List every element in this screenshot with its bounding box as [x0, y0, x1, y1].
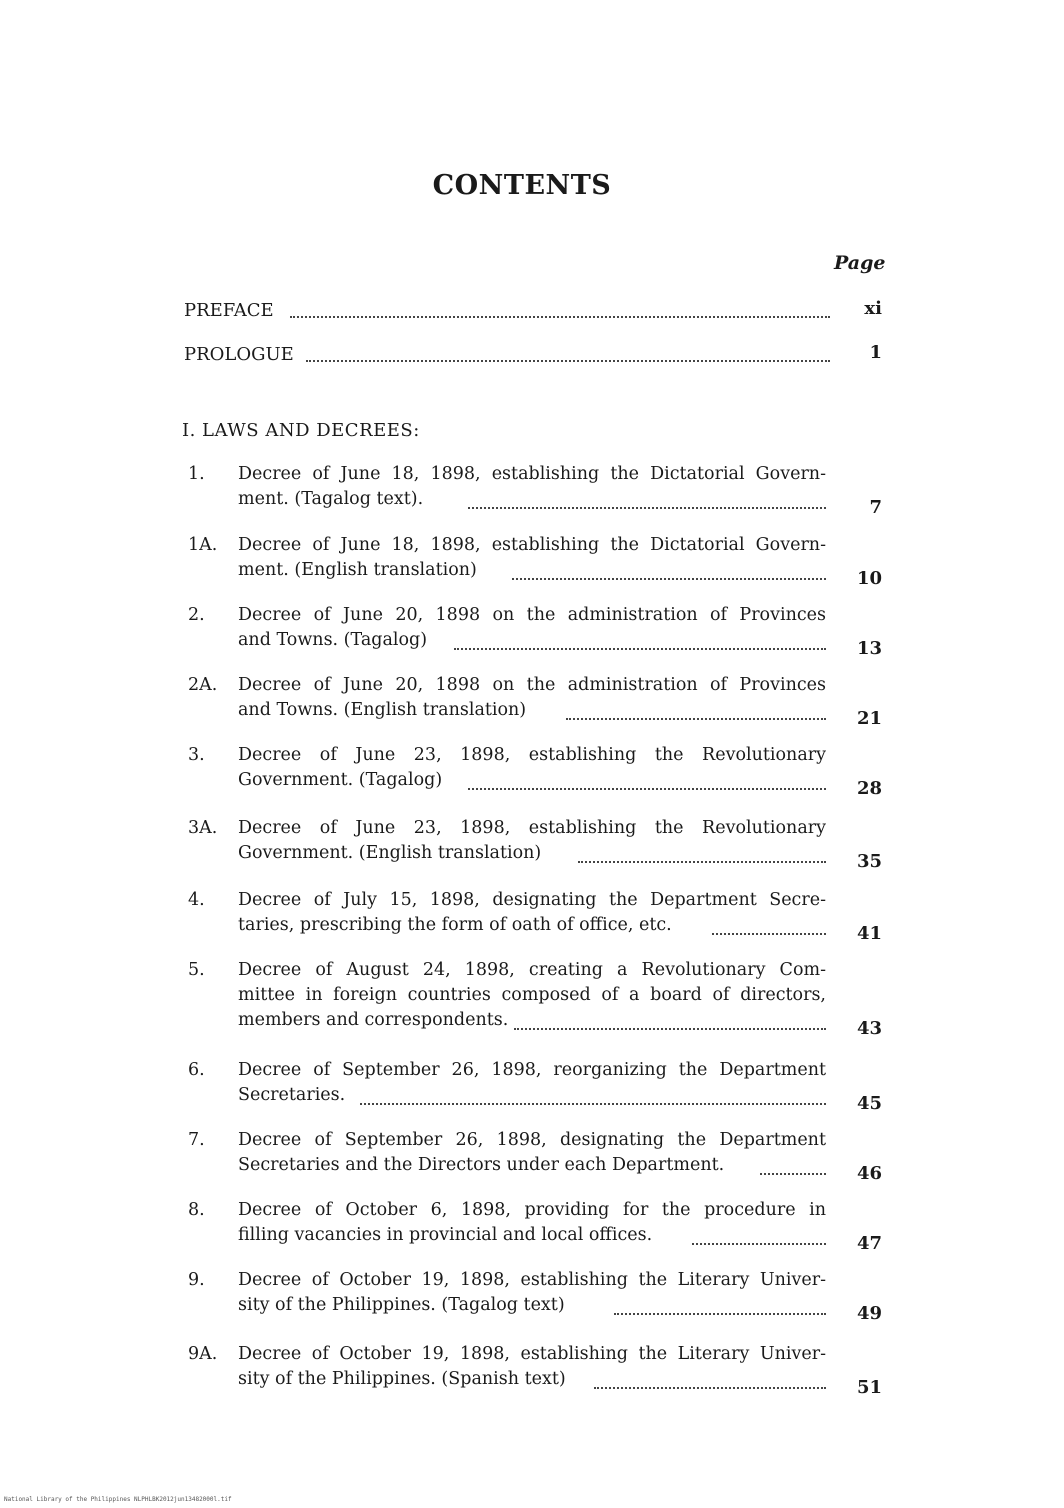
toc-entry [188, 673, 838, 723]
entry-description [238, 1268, 826, 1318]
page-number: 28 [856, 778, 882, 799]
entry-number: 2A. [188, 675, 218, 695]
page-number: 21 [856, 708, 882, 729]
entry-line: Decree of October 19, 1898, establishing the Literary Univer- [238, 1270, 826, 1290]
entry-line: and Towns. (Tagalog) [238, 630, 428, 650]
entry-line: sity of the Philippines. (Tagalog text) [238, 1295, 565, 1315]
entry-number: 1. [188, 464, 205, 484]
page-number: 35 [856, 851, 882, 872]
entry-line: mittee in foreign countries composed of a board of directors, [238, 985, 826, 1005]
entry-number: 5. [188, 960, 205, 980]
dot-leader [614, 1312, 826, 1315]
dot-leader [578, 860, 826, 863]
entry-line: Decree of October 19, 1898, establishing the Literary Univer- [238, 1344, 826, 1364]
entry-number: 9. [188, 1270, 205, 1290]
toc-entry [188, 603, 838, 653]
entry-line: Secretaries and the Directors under each Department. [238, 1155, 725, 1175]
toc-entry [188, 1268, 838, 1318]
dot-leader [760, 1172, 826, 1175]
entry-description [238, 1128, 826, 1178]
entry-line: Decree of June 18, 1898, establishing the Dictatorial Govern- [238, 535, 826, 555]
toc-entry [188, 1128, 838, 1178]
entry-line: Government. (English translation) [238, 843, 542, 863]
page-number: 45 [856, 1093, 882, 1114]
page-title: CONTENTS [432, 170, 612, 201]
toc-entry [188, 462, 838, 512]
entry-description [238, 816, 826, 866]
entry-number: 1A. [188, 535, 218, 555]
entry-description [238, 673, 826, 723]
page-number: 10 [856, 568, 882, 589]
entry-line: sity of the Philippines. (Spanish text) [238, 1369, 566, 1389]
toc-entry [188, 888, 838, 938]
toc-entry [188, 1198, 838, 1248]
dot-leader [290, 315, 830, 318]
entry-line: Decree of September 26, 1898, designating the Department [238, 1130, 826, 1150]
entry-description [238, 888, 826, 938]
entry-line: Secretaries. [238, 1085, 346, 1105]
entry-description [238, 1342, 826, 1392]
dot-leader [566, 717, 826, 720]
section-heading: I. LAWS AND DECREES: [182, 420, 420, 441]
scan-footer: National Library of the Philippines NLPHLBK2012jun13482000l.tif [4, 1496, 232, 1503]
toc-entry [188, 816, 838, 866]
page-number: 47 [856, 1233, 882, 1254]
page-column-label: Page [834, 252, 886, 274]
page-number: 46 [856, 1163, 882, 1184]
entry-line: Decree of June 23, 1898, establishing the Revolutionary [238, 745, 826, 765]
dot-leader [594, 1386, 826, 1389]
page-number: 41 [856, 923, 882, 944]
entry-line: filling vacancies in provincial and local offices. [238, 1225, 653, 1245]
entry-line: Decree of June 20, 1898 on the administration of Provinces [238, 605, 826, 625]
dot-leader [360, 1102, 826, 1105]
dot-leader [306, 359, 830, 362]
entry-line: Decree of September 26, 1898, reorganizing the Department [238, 1060, 826, 1080]
toc-entry [188, 1342, 838, 1392]
entry-description [238, 1058, 826, 1108]
entry-line: Decree of June 18, 1898, establishing the Dictatorial Govern- [238, 464, 826, 484]
page-number: 49 [856, 1303, 882, 1324]
entry-description [238, 533, 826, 583]
entry-description [238, 603, 826, 653]
front-matter-label: PREFACE [184, 300, 274, 321]
page-number: xi [864, 298, 882, 319]
entry-line: Decree of August 24, 1898, creating a Revolutionary Com- [238, 960, 826, 980]
entry-line: ment. (English translation) [238, 560, 477, 580]
page-number: 51 [856, 1377, 882, 1398]
entry-description [238, 462, 826, 512]
entry-line: Government. (Tagalog) [238, 770, 443, 790]
dot-leader [468, 787, 826, 790]
page-number: 1 [869, 342, 882, 363]
dot-leader [692, 1242, 826, 1245]
entry-line: Decree of October 6, 1898, providing for the procedure in [238, 1200, 826, 1220]
page-number: 43 [856, 1018, 882, 1039]
dot-leader [454, 647, 826, 650]
toc-entry [188, 1058, 838, 1108]
entry-number: 2. [188, 605, 205, 625]
entry-number: 9A. [188, 1344, 218, 1364]
entry-line: Decree of June 23, 1898, establishing the Revolutionary [238, 818, 826, 838]
entry-line: and Towns. (English translation) [238, 700, 527, 720]
page-number: 13 [856, 638, 882, 659]
dot-leader [712, 932, 826, 935]
entry-description [238, 1198, 826, 1248]
toc-entry [188, 743, 838, 793]
dot-leader [514, 1027, 826, 1030]
dot-leader [512, 577, 826, 580]
entry-line: Decree of June 20, 1898 on the administration of Provinces [238, 675, 826, 695]
entry-number: 4. [188, 890, 205, 910]
entry-number: 8. [188, 1200, 205, 1220]
entry-description [238, 958, 826, 1033]
entry-description [238, 743, 826, 793]
entry-line: members and correspondents. [238, 1010, 509, 1030]
dot-leader [468, 506, 826, 509]
entry-line: taries, prescribing the form of oath of office, etc. [238, 915, 672, 935]
entry-line: ment. (Tagalog text). [238, 489, 424, 509]
entry-number: 3. [188, 745, 205, 765]
entry-number: 7. [188, 1130, 205, 1150]
entry-line: Decree of July 15, 1898, designating the Department Secre- [238, 890, 826, 910]
entry-number: 6. [188, 1060, 205, 1080]
page-number: 7 [869, 497, 882, 518]
front-matter-label: PROLOGUE [184, 344, 294, 365]
entry-number: 3A. [188, 818, 218, 838]
toc-entry [188, 958, 838, 1033]
toc-entry [188, 533, 838, 583]
